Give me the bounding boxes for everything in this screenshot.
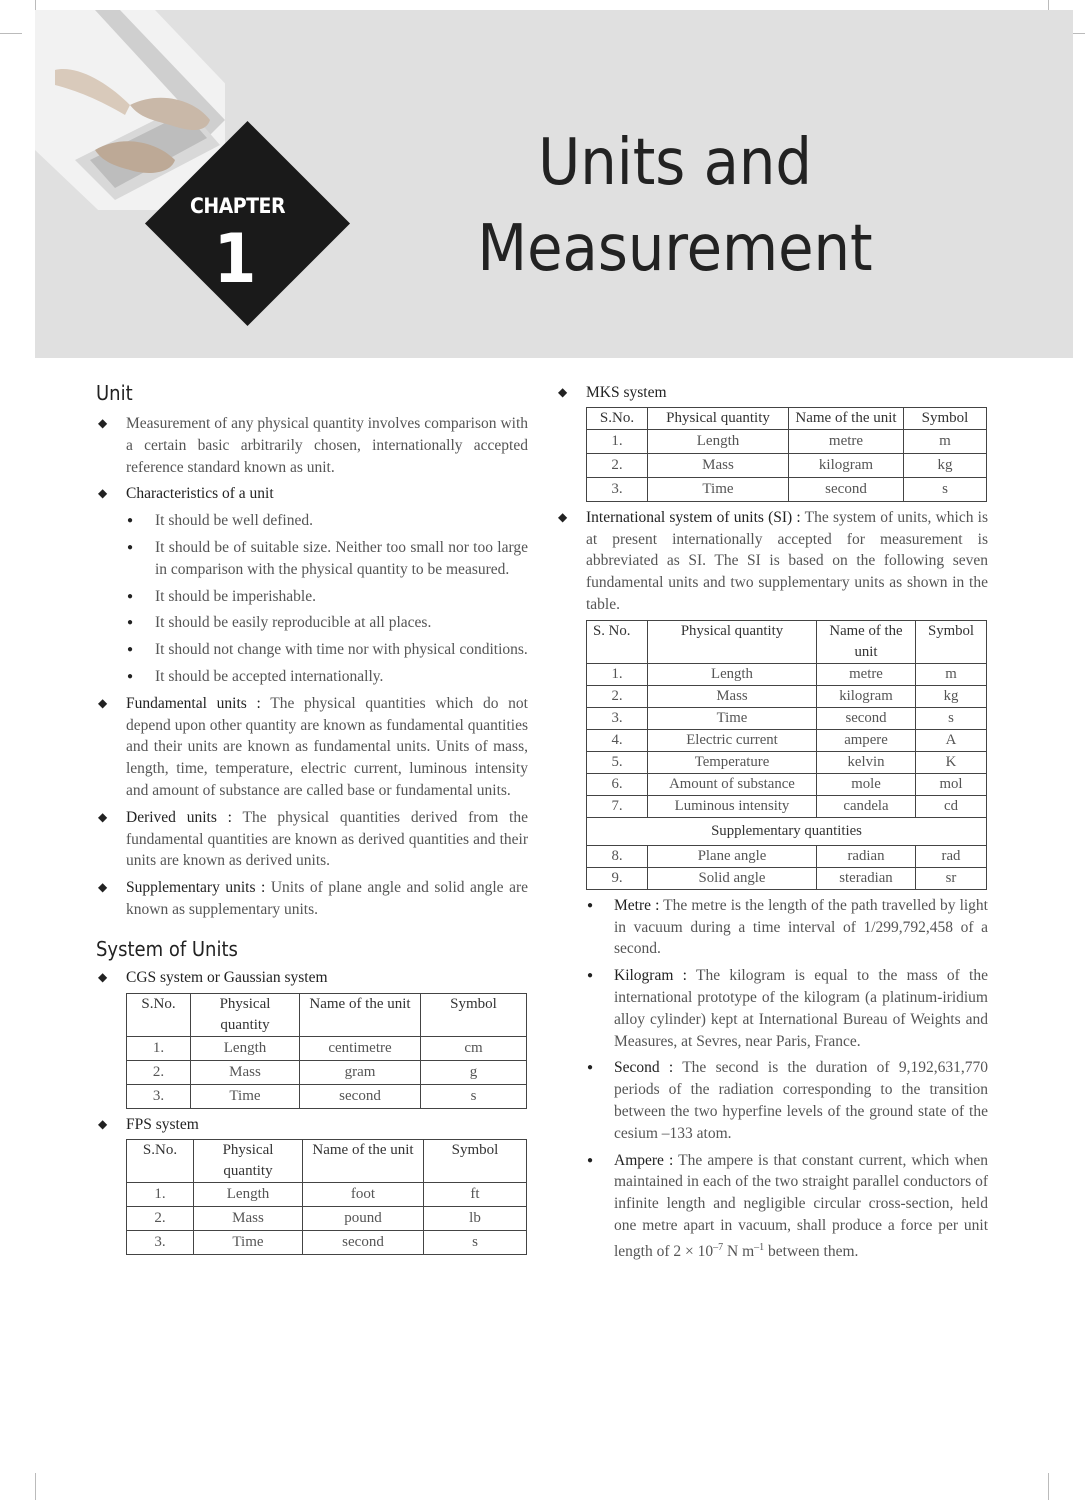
table-row xyxy=(587,729,987,751)
table-cell: centimetre xyxy=(300,1036,421,1060)
table-subheading-row xyxy=(587,817,987,845)
table-header-cell: Symbol xyxy=(424,1140,527,1183)
table-header-row xyxy=(127,1140,527,1183)
table-cell: kelvin xyxy=(817,751,916,773)
crop-mark xyxy=(35,1473,36,1500)
ampere-formula-unit-exponent: –1 xyxy=(754,1241,765,1253)
table-cell: s xyxy=(904,477,987,501)
table-row xyxy=(587,685,987,707)
table-cell: Length xyxy=(191,1036,300,1060)
table-cell: 3. xyxy=(587,477,648,501)
characteristic-item: ● It should not change with time nor with physical conditions. xyxy=(96,639,528,661)
table-header-cell: S.No. xyxy=(127,993,191,1036)
table-row xyxy=(127,1060,527,1084)
table-cell: lb xyxy=(424,1207,527,1231)
table-cell: Plane angle xyxy=(648,845,817,867)
fps-table xyxy=(126,1139,527,1255)
second-label: Second : xyxy=(614,1059,674,1077)
table-cell: Time xyxy=(648,707,817,729)
table-row xyxy=(587,751,987,773)
table-cell: Time xyxy=(648,477,789,501)
table-cell: Luminous intensity xyxy=(648,795,817,817)
table-cell: 7. xyxy=(587,795,648,817)
table-header-cell: Symbol xyxy=(916,620,987,663)
table-header-cell: Symbol xyxy=(904,407,987,429)
table-cell: gram xyxy=(300,1060,421,1084)
ampere-formula-base: 2 × 10 xyxy=(673,1242,714,1260)
table-cell: 1. xyxy=(587,663,648,685)
table-cell: Time xyxy=(191,1084,300,1108)
table-cell: sr xyxy=(916,867,987,889)
table-header-cell: S.No. xyxy=(127,1140,194,1183)
right-column xyxy=(556,380,988,1263)
table-header-cell: Name of the unit xyxy=(789,407,904,429)
table-row xyxy=(127,1084,527,1108)
ampere-label: Ampere : xyxy=(614,1151,674,1169)
table-cell: kg xyxy=(916,685,987,707)
characteristic-item: ● It should be of suitable size. Neither too small nor too large in comparison with the physical quantity to be measured. xyxy=(96,537,528,581)
table-cell: radian xyxy=(817,845,916,867)
table-cell: candela xyxy=(817,795,916,817)
table-cell: s xyxy=(916,707,987,729)
kilogram-label: Kilogram : xyxy=(614,967,687,985)
table-header-row xyxy=(587,407,987,429)
derived-units-text: The physical quantities derived from the fundamental quantities are known as derived quantities and their units are known as derived units. xyxy=(126,808,528,870)
table-cell: Mass xyxy=(194,1207,303,1231)
table-cell: 4. xyxy=(587,729,648,751)
table-cell: second xyxy=(300,1084,421,1108)
second-text: The second is the duration of 9,192,631,770 periods of the radiation corresponding to the transition between the two hyperfine levels of the ground state of the cesium –133 atom. xyxy=(614,1059,988,1142)
table-cell: metre xyxy=(789,429,904,453)
table-cell: cm xyxy=(421,1036,527,1060)
table-cell: ampere xyxy=(817,729,916,751)
section-heading-system-of-units: System of Units xyxy=(96,936,238,961)
table-cell: m xyxy=(904,429,987,453)
section-heading-unit: Unit xyxy=(96,381,133,405)
cgs-table xyxy=(126,993,527,1109)
table-header-cell: Symbol xyxy=(421,993,527,1036)
table-cell: second xyxy=(817,707,916,729)
mks-table xyxy=(586,407,987,502)
second-definition xyxy=(556,1057,988,1144)
crop-mark xyxy=(1048,1473,1049,1500)
table-cell: steradian xyxy=(817,867,916,889)
supplementary-units-text: Units of plane angle and solid angle are known as supplementary units. xyxy=(126,879,528,918)
chapter-banner xyxy=(35,10,1073,358)
table-cell: g xyxy=(421,1060,527,1084)
characteristic-item: ● It should be imperishable. xyxy=(96,586,528,608)
table-cell: Amount of substance xyxy=(648,773,817,795)
crop-mark xyxy=(0,33,22,34)
table-cell: A xyxy=(916,729,987,751)
table-cell: 2. xyxy=(127,1207,194,1231)
table-cell: 3. xyxy=(587,707,648,729)
ampere-tail: between them. xyxy=(764,1242,859,1260)
chapter-label: CHAPTER xyxy=(190,194,285,218)
chapter-title-line2: Measurement xyxy=(477,212,873,286)
derived-units-para xyxy=(96,807,528,872)
table-header-cell: Physical quantity xyxy=(194,1140,303,1183)
characteristic-item: ● It should be accepted internationally. xyxy=(96,666,528,688)
fundamental-units-label: Fundamental units : xyxy=(126,694,261,712)
characteristic-item: ● It should be well defined. xyxy=(96,510,528,532)
table-row xyxy=(587,707,987,729)
derived-units-label: Derived units : xyxy=(126,808,232,826)
ampere-definition xyxy=(556,1150,988,1263)
table-row xyxy=(587,429,987,453)
si-table xyxy=(586,620,987,890)
table-cell: s xyxy=(424,1231,527,1255)
si-system-label: International system of units (SI) : xyxy=(586,508,801,526)
table-cell: 9. xyxy=(587,867,648,889)
table-cell: Electric current xyxy=(648,729,817,751)
metre-text: The metre is the length of the path travelled by light in vacuum during a time interval of 1/299,792,458 of a second. xyxy=(614,896,988,958)
table-cell: 3. xyxy=(127,1231,194,1255)
table-header-cell: S.No. xyxy=(587,407,648,429)
table-cell: Length xyxy=(648,663,817,685)
table-row xyxy=(587,795,987,817)
supplementary-units-para xyxy=(96,877,528,921)
table-cell: second xyxy=(303,1231,424,1255)
unit-definition: ◆ Measurement of any physical quantity involves comparison with a certain basic arbitrarily chosen, internationally accepted reference standard known as unit. xyxy=(96,413,528,478)
table-row xyxy=(127,1207,527,1231)
table-header-cell: S. No. xyxy=(587,620,648,663)
table-header-cell: Name of the unit xyxy=(303,1140,424,1183)
table-header-cell: Physical quantity xyxy=(648,407,789,429)
characteristic-item: ● It should be easily reproducible at all places. xyxy=(96,612,528,634)
si-system-para xyxy=(556,507,988,616)
table-cell: 1. xyxy=(587,429,648,453)
table-header-cell: Physical quantity xyxy=(648,620,817,663)
table-header-cell: Name of the unit xyxy=(817,620,916,663)
metre-definition xyxy=(556,895,988,960)
table-cell: Time xyxy=(194,1231,303,1255)
cgs-system-label: ◆ CGS system or Gaussian system xyxy=(96,967,528,989)
table-cell: Mass xyxy=(648,453,789,477)
table-row xyxy=(587,453,987,477)
chapter-number: 1 xyxy=(213,220,257,299)
left-column xyxy=(96,380,528,1255)
table-cell: 2. xyxy=(127,1060,191,1084)
si-system-text: The system of units, which is at present internationally accepted for measurement is abbreviated as SI. The SI is based on the following seven fundamental units and two supplementary units as shown in the table. xyxy=(586,508,989,613)
kilogram-definition xyxy=(556,965,988,1052)
table-cell: kg xyxy=(904,453,987,477)
table-row xyxy=(587,773,987,795)
table-cell: mol xyxy=(916,773,987,795)
table-row xyxy=(587,867,987,889)
table-cell: Length xyxy=(194,1183,303,1207)
table-header-cell: Physical quantity xyxy=(191,993,300,1036)
table-cell: m xyxy=(916,663,987,685)
table-cell: 1. xyxy=(127,1036,191,1060)
fundamental-units-para xyxy=(96,693,528,802)
ampere-text: The ampere is that constant current, which when maintained in each of the two straight parallel conductors of infinite length and negligible circular cross-section, held one metre apart in vacuum, shall produce a force per unit length of xyxy=(614,1151,988,1260)
table-cell: Mass xyxy=(648,685,817,707)
table-cell: ft xyxy=(424,1183,527,1207)
chapter-title-line1: Units and xyxy=(538,126,812,200)
table-row xyxy=(127,1183,527,1207)
table-row xyxy=(587,663,987,685)
table-cell: rad xyxy=(916,845,987,867)
table-cell: Temperature xyxy=(648,751,817,773)
table-cell: 2. xyxy=(587,685,648,707)
table-cell: Solid angle xyxy=(648,867,817,889)
table-cell: s xyxy=(421,1084,527,1108)
table-cell: kilogram xyxy=(789,453,904,477)
table-header-row xyxy=(127,993,527,1036)
kilogram-text: The kilogram is equal to the mass of the international prototype of the kilogram (a platinum-iridium alloy cylinder) kept at International Bureau of Weights and Measures, at Sevres, near Paris, France. xyxy=(614,967,988,1050)
mks-system-label: ◆ MKS system xyxy=(556,382,988,404)
table-cell: 3. xyxy=(127,1084,191,1108)
metre-label: Metre : xyxy=(614,896,660,914)
table-cell: 8. xyxy=(587,845,648,867)
table-cell: cd xyxy=(916,795,987,817)
table-row xyxy=(587,477,987,501)
table-header-cell: Name of the unit xyxy=(300,993,421,1036)
table-row xyxy=(127,1231,527,1255)
supplementary-units-label: Supplementary units : xyxy=(126,879,266,897)
table-row xyxy=(587,845,987,867)
table-cell: K xyxy=(916,751,987,773)
table-row xyxy=(127,1036,527,1060)
table-cell: 6. xyxy=(587,773,648,795)
table-cell: Length xyxy=(648,429,789,453)
table-cell: pound xyxy=(303,1207,424,1231)
table-cell: foot xyxy=(303,1183,424,1207)
characteristics-heading: ◆ Characteristics of a unit xyxy=(96,483,528,505)
ampere-formula-unit: N m xyxy=(723,1242,755,1260)
table-cell: kilogram xyxy=(817,685,916,707)
ampere-formula-exponent: –7 xyxy=(713,1241,724,1253)
table-cell: Mass xyxy=(191,1060,300,1084)
table-header-row xyxy=(587,620,987,663)
table-cell: mole xyxy=(817,773,916,795)
table-cell: 1. xyxy=(127,1183,194,1207)
fps-system-label: ◆ FPS system xyxy=(96,1114,528,1136)
table-cell: metre xyxy=(817,663,916,685)
table-cell: 2. xyxy=(587,453,648,477)
fundamental-units-text: The physical quantities which do not depend upon other quantity are known as fundamental quantities and their units are known as fundamental units. Units of mass, length, time, temperature, electric current, luminous intensity and amount of substance are called base or fundamental units. xyxy=(126,694,528,799)
table-cell: second xyxy=(789,477,904,501)
table-cell: 5. xyxy=(587,751,648,773)
supplementary-quantities-heading: Supplementary quantities xyxy=(587,817,987,845)
